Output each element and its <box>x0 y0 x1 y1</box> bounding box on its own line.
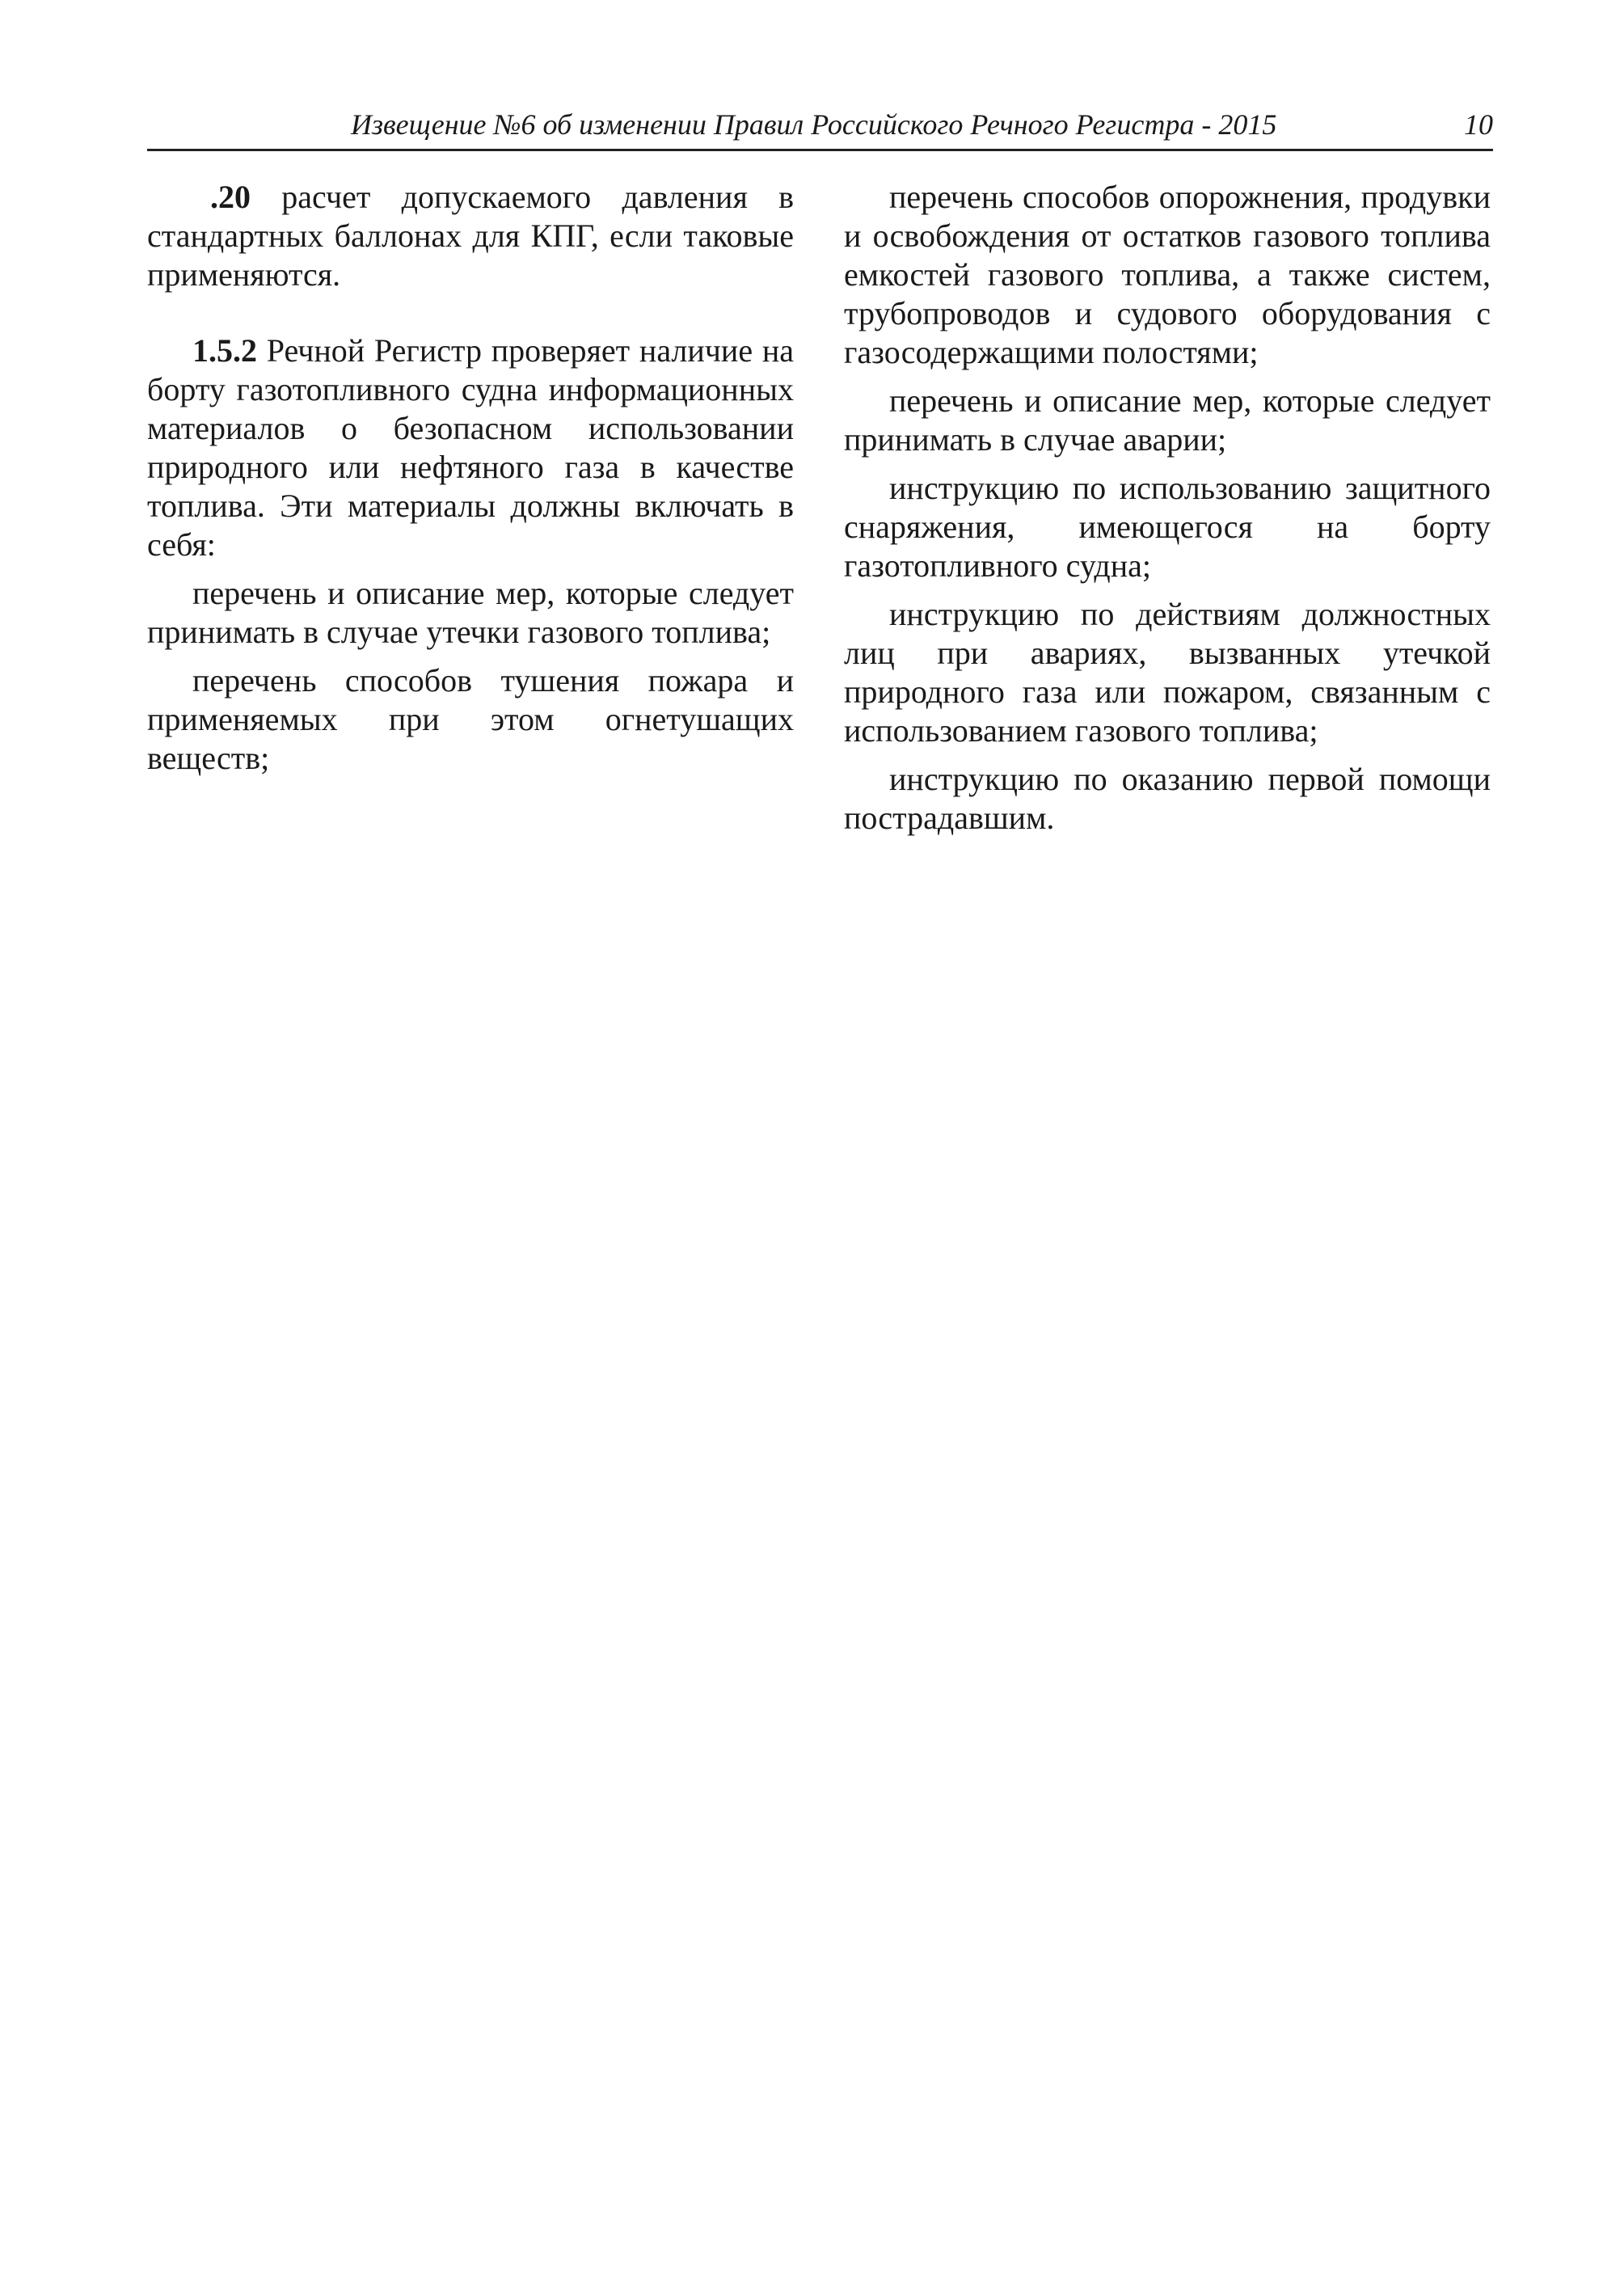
clause-1-5-2-paragraph <box>147 331 794 564</box>
item-20-paragraph <box>147 178 794 294</box>
list-item: перечень способов опорожнения, продувки и освобождения от остатков газового топлива емкостей газового топлива, а также систем, трубопроводов и судового оборудования с газосодержащими полостями; <box>844 179 1491 370</box>
page-number: 10 <box>1464 108 1493 141</box>
list-item: перечень способов тушения пожара и применяемых при этом огнетушащих веществ; <box>147 662 794 776</box>
item-20-text: расчет допускаемого давления в стандартных баллонах для КПГ, если таковые применяются. <box>147 179 795 293</box>
list-item: перечень и описание мер, которые следует принимать в случае утечки газового топлива; <box>147 575 794 650</box>
list-item: инструкцию по оказанию первой помощи пострадавшим. <box>844 761 1491 836</box>
item-20-number: .20 <box>210 179 251 215</box>
clause-1-5-2-text: Речной Регистр проверяет наличие на борту газотопливного судна информационных материалов о безопасном использовании природного или нефтяного газа в качестве топлива. Эти материалы должны включать в себя: <box>147 332 794 563</box>
list-item: инструкцию по использованию защитного снаряжения, имеющегося на борту газотопливного судна; <box>844 470 1491 584</box>
right-column <box>844 178 1491 838</box>
list-item: перечень и описание мер, которые следует принимать в случае аварии; <box>844 382 1491 458</box>
header-title: Извещение №6 об изменении Правил Российского Речного Регистра - 2015 <box>351 108 1277 141</box>
page-header <box>147 103 1493 151</box>
left-column <box>147 178 794 778</box>
clause-1-5-2-number: 1.5.2 <box>192 332 257 369</box>
list-item: инструкцию по действиям должностных лиц при авариях, вызванных утечкой природного газа или пожаром, связанным с использованием газового топлива; <box>844 596 1491 749</box>
